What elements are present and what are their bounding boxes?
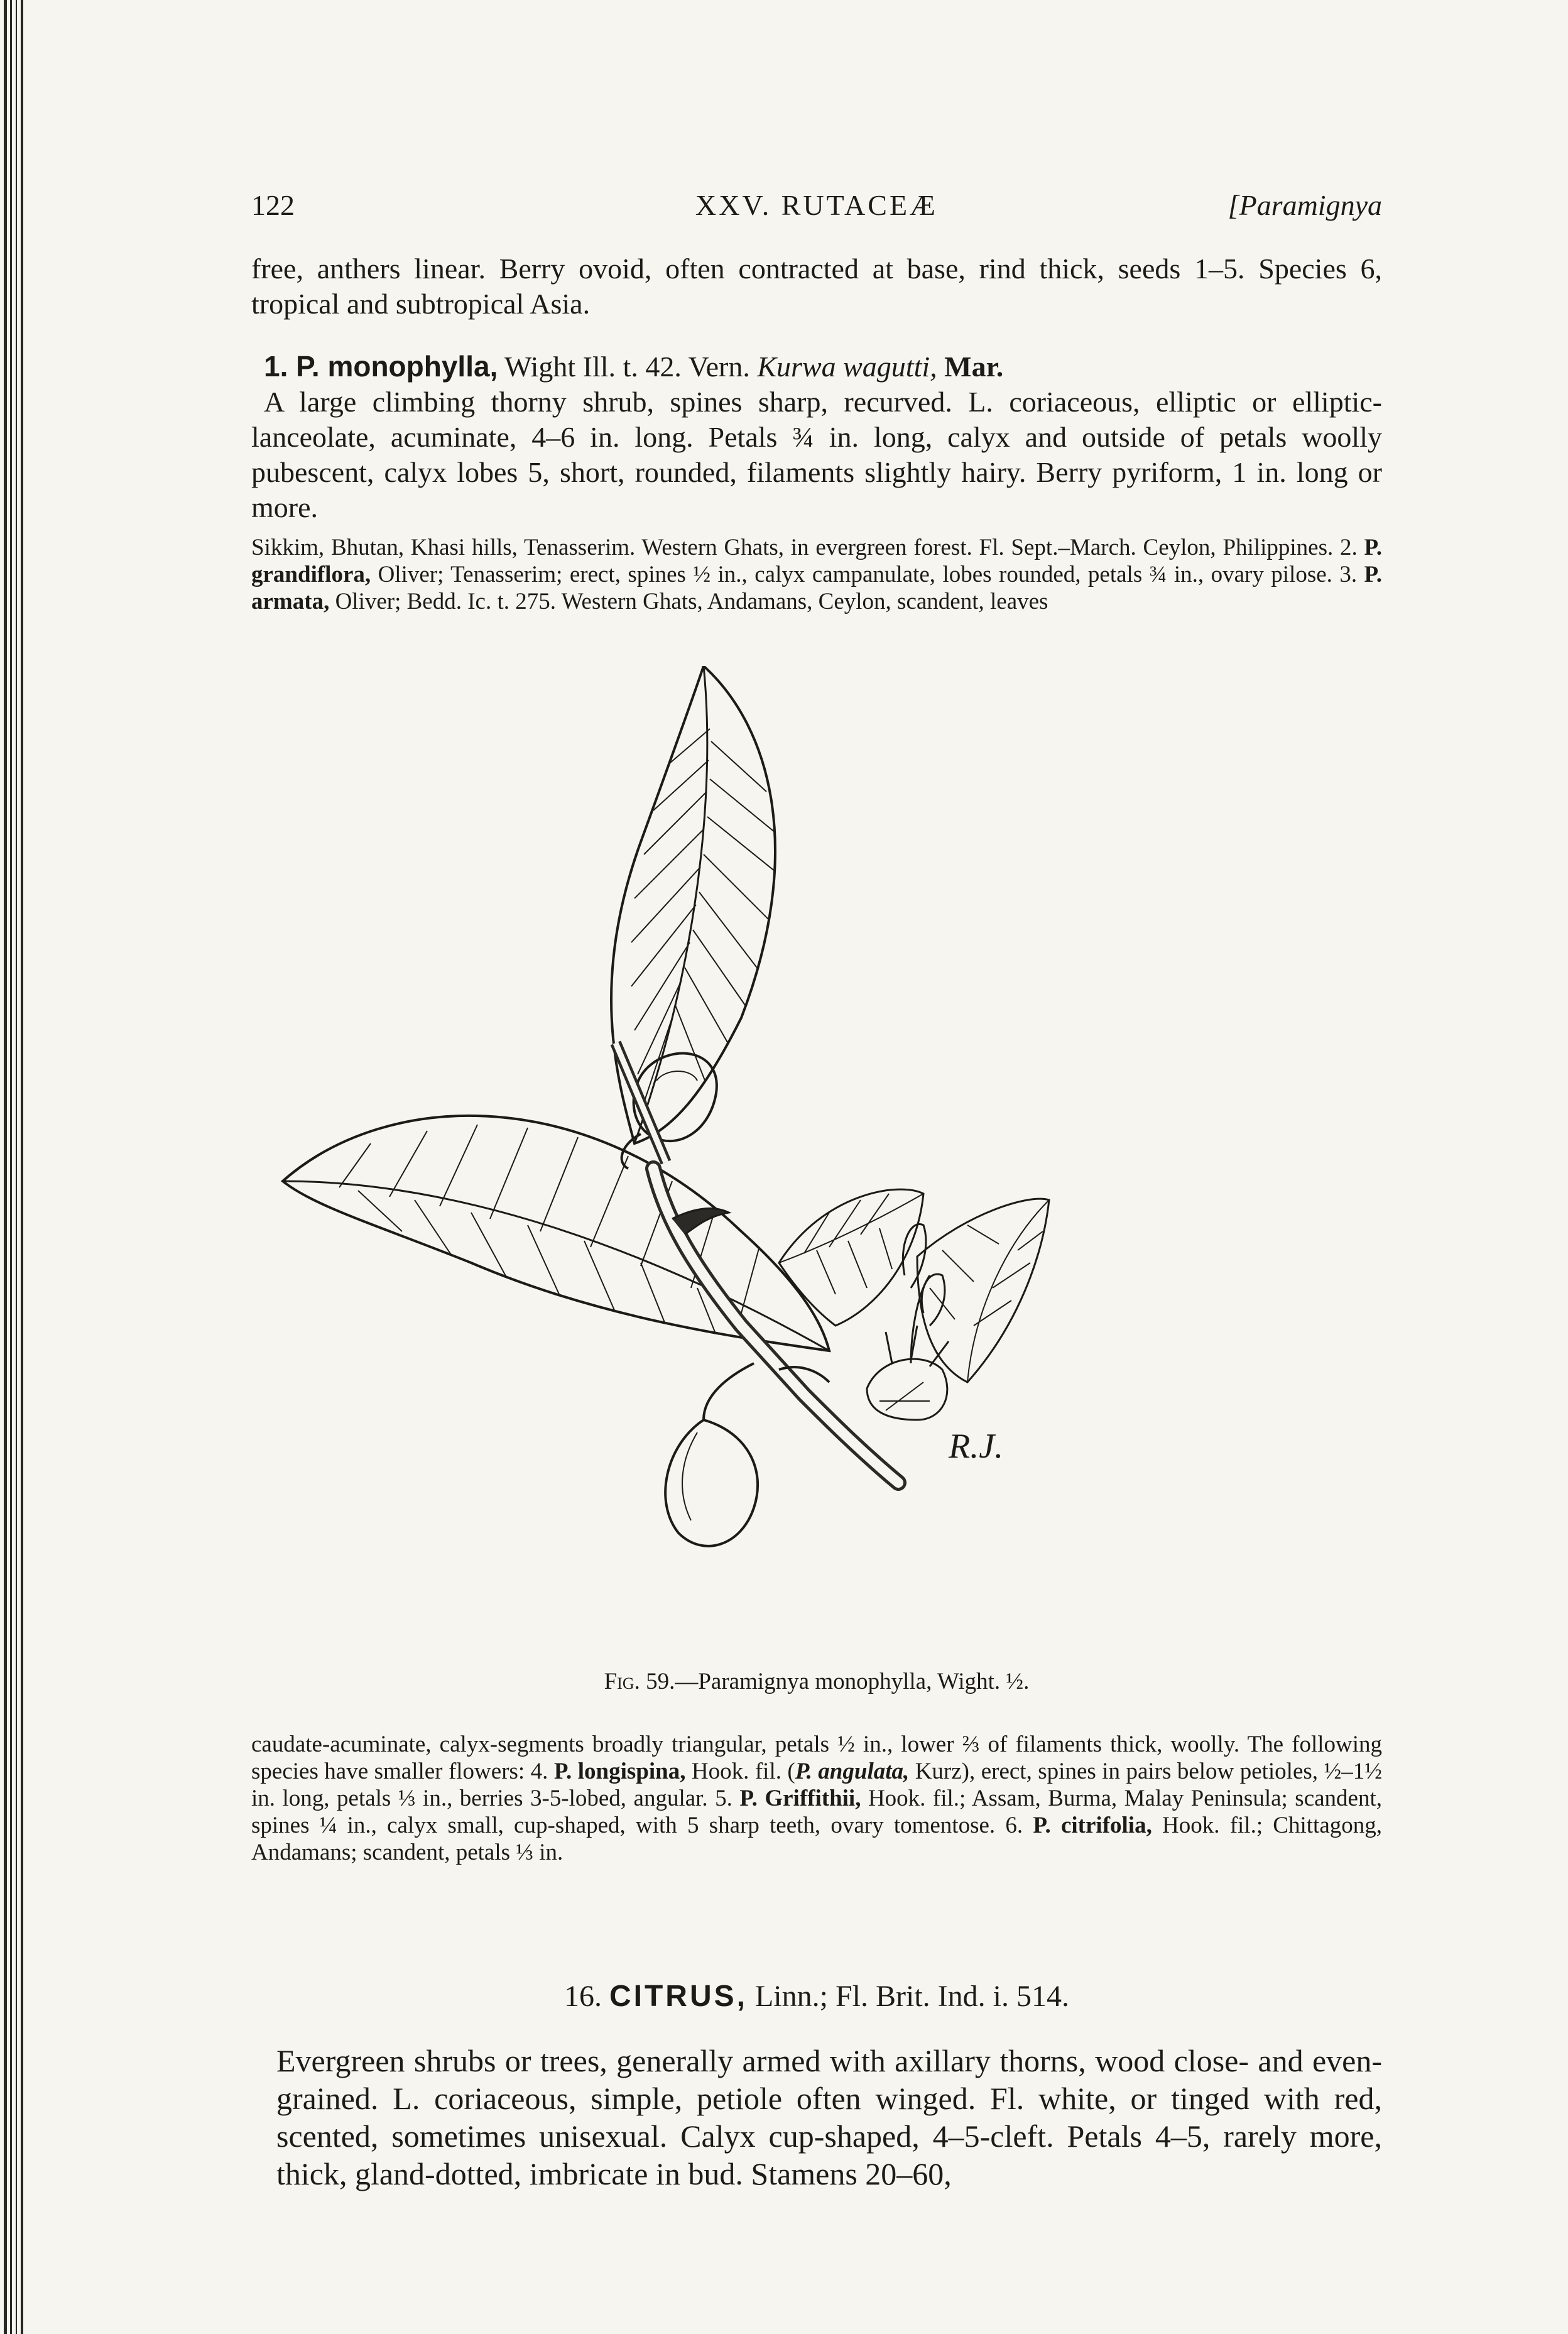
botanical-illustration — [264, 666, 1231, 1621]
notes-text: Hook. fil.; Assam, Burma, Malay Peninsula; scandent, spines ¼ in., calyx small, cup-shaped, with 5 sharp teeth, ovary tomentose. 6. — [251, 1786, 1382, 1838]
species-armata: P. armata, — [251, 562, 1382, 614]
species-citrifolia: P. citrifolia, — [1033, 1813, 1152, 1838]
figure-caption-text: —Paramignya monophylla, Wight. ½. — [675, 1669, 1030, 1694]
species-notes-2 — [251, 1731, 1382, 1866]
genus-number: 16. — [564, 1980, 602, 2013]
species-grandiflora: P. grandiflora, — [251, 535, 1382, 587]
notes-text: caudate-acuminate, calyx-segments broadly triangular, petals ½ in., lower ⅔ of filaments thick, woolly. The following species have smaller flowers: 4. — [251, 1731, 1382, 1784]
notes-text: Sikkim, Bhutan, Khasi hills, Tenasserim. Western Ghats, in evergreen forest. Fl. Sept.–March. Ceylon, Philippines. 2. — [251, 535, 1364, 560]
running-header — [251, 188, 1382, 232]
species-1-heading — [251, 349, 1382, 384]
notes-text: Kurz), erect, spines in pairs below petioles, ½–1½ in. long, petals ⅓ in., berries 3-5-lobed, angular. 5. — [251, 1759, 1382, 1811]
notes-text: Oliver; Bedd. Ic. t. 275. Western Ghats, Andamans, Ceylon, scandent, leaves — [329, 589, 1048, 614]
binding-edge — [0, 0, 38, 2334]
page-number: 122 — [251, 189, 295, 221]
genus-running-head: [Paramignya — [1228, 189, 1382, 221]
vernacular-name: Kurwa wagutti, — [757, 351, 937, 383]
species-1-block — [251, 349, 1382, 525]
chapter-title: XXV. RUTACEÆ — [695, 189, 938, 221]
species-longispina: P. longispina, — [553, 1759, 686, 1784]
citrus-description: Evergreen shrubs or trees, generally armed with axillary thorns, wood close- and even-grained. L. coriaceous, simple, petiole often winged. Fl. white, or tinged with red, scented, sometimes unisexual. Calyx cup-shaped, 4–5-cleft. Petals 4–5, rarely more, thick, gland-dotted, imbricate in bud. Stamens 20–60, — [276, 2043, 1382, 2191]
species-griffithii: P. Griffithii, — [739, 1786, 861, 1811]
species-1-description: A large climbing thorny shrub, spines sharp, recurved. L. coriaceous, elliptic or elliptic-lanceolate, acuminate, 4–6 in. long. Petals ¾ in. long, calyx and outside of petals woolly pubescent, calyx lobes 5, short, rounded, filaments slightly hairy. Berry pyriform, 1 in. long or more. — [251, 386, 1382, 523]
figure-caption — [251, 1668, 1382, 1695]
notes-text: Oliver; Tenasserim; erect, spines ½ in., calyx campanulate, lobes rounded, petals ¾ in., ovary pilose. 3. — [371, 562, 1364, 587]
genus-heading — [251, 1979, 1382, 2014]
species-angulata: P. angulata, — [795, 1759, 910, 1784]
vernacular-locale: Mar. — [937, 351, 1004, 383]
notes-text: Hook. fil. ( — [685, 1759, 795, 1784]
illustrator-monogram: R.J. — [949, 1427, 1004, 1466]
species-notes-1 — [251, 534, 1382, 615]
species-reference: Wight Ill. t. 42. Vern. — [498, 351, 758, 383]
genus-reference: Linn.; Fl. Brit. Ind. i. 514. — [747, 1980, 1069, 2013]
genus-name: CITRUS, — [609, 1980, 748, 2013]
species-name: 1. P. monophylla, — [264, 350, 498, 383]
notes-text: Hook. fil.; Chittagong, Andamans; scandent, petals ⅓ in. — [251, 1813, 1382, 1865]
figure-label: Fig. 59. — [604, 1669, 675, 1694]
intro-paragraph: free, anthers linear. Berry ovoid, often contracted at base, rind thick, seeds 1–5. Species 6, tropical and subtropical Asia. — [251, 253, 1382, 320]
